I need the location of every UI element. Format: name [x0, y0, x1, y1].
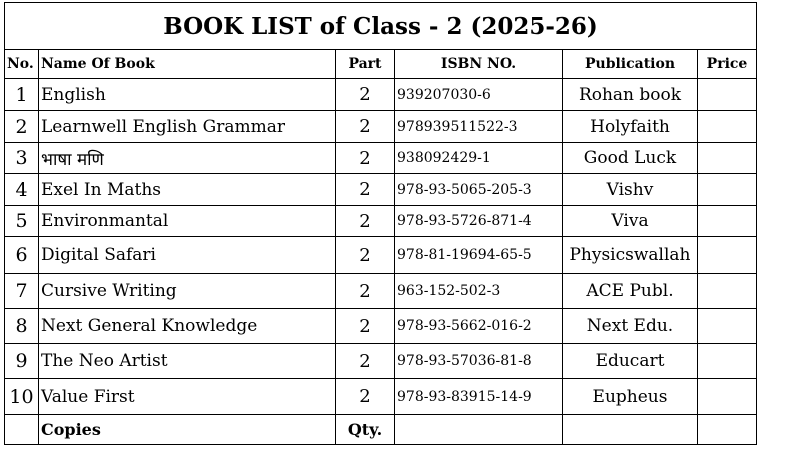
book-price — [698, 111, 757, 143]
book-part: 2 — [336, 309, 395, 344]
footer-blank — [5, 415, 39, 445]
book-publication: Eupheus — [563, 379, 698, 415]
header-no: No. — [5, 50, 39, 79]
row-number: 8 — [5, 309, 39, 344]
row-number: 5 — [5, 206, 39, 237]
table-row — [5, 344, 757, 379]
book-isbn: 978-93-57036-81-8 — [395, 344, 563, 379]
book-part: 2 — [336, 237, 395, 274]
book-name: Environmantal — [39, 206, 336, 237]
book-price — [698, 174, 757, 206]
table-row — [5, 379, 757, 415]
table-row — [5, 174, 757, 206]
book-rows — [5, 79, 757, 415]
book-publication: Vishv — [563, 174, 698, 206]
book-part: 2 — [336, 174, 395, 206]
book-price — [698, 206, 757, 237]
book-publication: Educart — [563, 344, 698, 379]
book-part: 2 — [336, 344, 395, 379]
book-price — [698, 79, 757, 111]
table-row — [5, 206, 757, 237]
row-number: 9 — [5, 344, 39, 379]
book-price — [698, 237, 757, 274]
book-part: 2 — [336, 206, 395, 237]
book-publication: Good Luck — [563, 143, 698, 174]
book-name: Exel In Maths — [39, 174, 336, 206]
footer-row — [5, 415, 757, 445]
table-row — [5, 309, 757, 344]
book-part: 2 — [336, 274, 395, 309]
book-part: 2 — [336, 111, 395, 143]
book-name: Digital Safari — [39, 237, 336, 274]
book-name: भाषा मणि — [39, 143, 336, 174]
table-row — [5, 143, 757, 174]
header-isbn: ISBN NO. — [395, 50, 563, 79]
qty-label: Qty. — [336, 415, 395, 445]
header-price: Price — [698, 50, 757, 79]
book-part: 2 — [336, 379, 395, 415]
footer-blank — [395, 415, 563, 445]
header-part: Part — [336, 50, 395, 79]
header-row — [5, 50, 757, 79]
book-list-table — [4, 2, 757, 445]
book-publication: Rohan book — [563, 79, 698, 111]
book-isbn: 978-93-5726-871-4 — [395, 206, 563, 237]
table-row — [5, 111, 757, 143]
book-name: Next General Knowledge — [39, 309, 336, 344]
book-price — [698, 274, 757, 309]
book-name: Learnwell English Grammar — [39, 111, 336, 143]
footer-blank — [563, 415, 698, 445]
header-name: Name Of Book — [39, 50, 336, 79]
book-publication: Physicswallah — [563, 237, 698, 274]
copies-label: Copies — [39, 415, 336, 445]
row-number: 3 — [5, 143, 39, 174]
book-isbn: 939207030-6 — [395, 79, 563, 111]
book-price — [698, 309, 757, 344]
book-isbn: 978-93-83915-14-9 — [395, 379, 563, 415]
book-publication: Viva — [563, 206, 698, 237]
header-publication: Publication — [563, 50, 698, 79]
book-isbn: 978939511522-3 — [395, 111, 563, 143]
row-number: 10 — [5, 379, 39, 415]
book-publication: Holyfaith — [563, 111, 698, 143]
table-row — [5, 79, 757, 111]
book-isbn: 963-152-502-3 — [395, 274, 563, 309]
book-name: The Neo Artist — [39, 344, 336, 379]
footer-blank — [698, 415, 757, 445]
row-number: 2 — [5, 111, 39, 143]
book-isbn: 938092429-1 — [395, 143, 563, 174]
book-price — [698, 379, 757, 415]
book-publication: Next Edu. — [563, 309, 698, 344]
book-part: 2 — [336, 143, 395, 174]
row-number: 4 — [5, 174, 39, 206]
row-number: 7 — [5, 274, 39, 309]
book-name: English — [39, 79, 336, 111]
book-price — [698, 344, 757, 379]
book-name: Value First — [39, 379, 336, 415]
page-title: BOOK LIST of Class - 2 (2025-26) — [5, 3, 757, 50]
row-number: 6 — [5, 237, 39, 274]
table-row — [5, 274, 757, 309]
book-publication: ACE Publ. — [563, 274, 698, 309]
book-isbn: 978-93-5065-205-3 — [395, 174, 563, 206]
table-row — [5, 237, 757, 274]
book-part: 2 — [336, 79, 395, 111]
book-name: Cursive Writing — [39, 274, 336, 309]
book-price — [698, 143, 757, 174]
row-number: 1 — [5, 79, 39, 111]
book-isbn: 978-81-19694-65-5 — [395, 237, 563, 274]
book-isbn: 978-93-5662-016-2 — [395, 309, 563, 344]
